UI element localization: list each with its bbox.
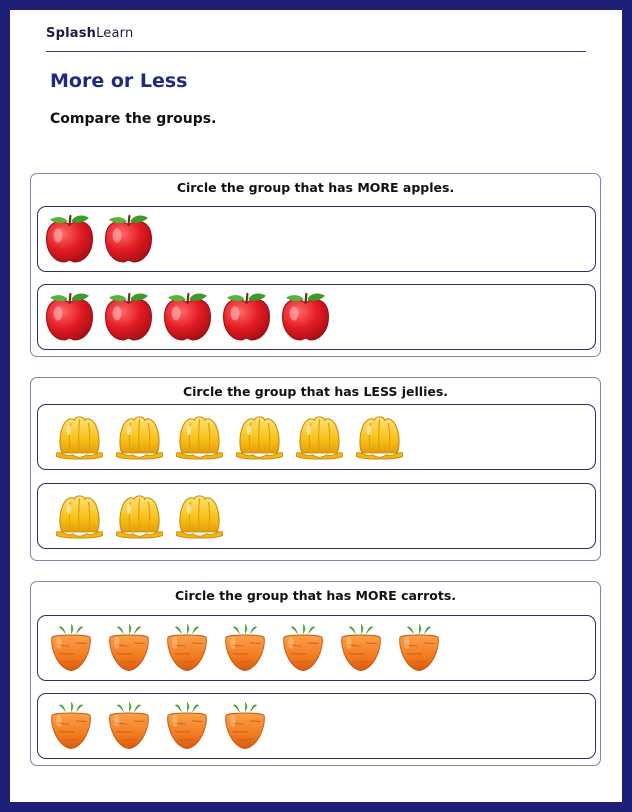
- jelly-icon: [113, 489, 166, 543]
- apple-icon: [279, 290, 332, 344]
- jelly-group-1[interactable]: [37, 404, 596, 470]
- jelly-group-2[interactable]: [37, 483, 596, 549]
- jelly-icon: [53, 410, 106, 464]
- carrot-icon: [219, 699, 271, 753]
- jelly-icon: [353, 410, 406, 464]
- carrot-icon: [161, 621, 213, 675]
- apple-icon: [102, 290, 155, 344]
- splashlearn-logo[interactable]: SplashLearn: [46, 26, 134, 41]
- apple-group-2[interactable]: [37, 284, 596, 350]
- jelly-icon: [173, 489, 226, 543]
- carrot-icon: [161, 699, 213, 753]
- carrot-icon: [45, 699, 97, 753]
- apple-icon: [43, 212, 96, 266]
- apple-icon: [161, 290, 214, 344]
- carrot-icon: [45, 621, 97, 675]
- carrot-icon: [335, 621, 387, 675]
- question-prompt: Circle the group that has LESS jellies.: [182, 384, 449, 399]
- question-prompt: Circle the group that has MORE carrots.: [174, 588, 457, 603]
- apple-group-1[interactable]: [37, 206, 596, 272]
- carrot-icon: [277, 621, 329, 675]
- question-section-jellies: [30, 377, 601, 561]
- carrot-icon: [393, 621, 445, 675]
- carrot-group-2[interactable]: [37, 693, 596, 759]
- apple-icon: [102, 212, 155, 266]
- carrot-icon: [103, 621, 155, 675]
- question-section-apples: [30, 173, 601, 357]
- header-divider: [46, 51, 586, 52]
- jelly-icon: [233, 410, 286, 464]
- apple-icon: [220, 290, 273, 344]
- question-section-carrots: [30, 581, 601, 766]
- carrot-icon: [219, 621, 271, 675]
- question-prompt: Circle the group that has MORE apples.: [176, 180, 455, 195]
- carrot-icon: [103, 699, 155, 753]
- worksheet-title: More or Less: [50, 70, 188, 92]
- jelly-icon: [293, 410, 346, 464]
- worksheet-page: [10, 10, 622, 802]
- apple-icon: [43, 290, 96, 344]
- worksheet-instruction: Compare the groups.: [50, 111, 217, 127]
- jelly-icon: [173, 410, 226, 464]
- jelly-icon: [113, 410, 166, 464]
- jelly-icon: [53, 489, 106, 543]
- carrot-group-1[interactable]: [37, 615, 596, 681]
